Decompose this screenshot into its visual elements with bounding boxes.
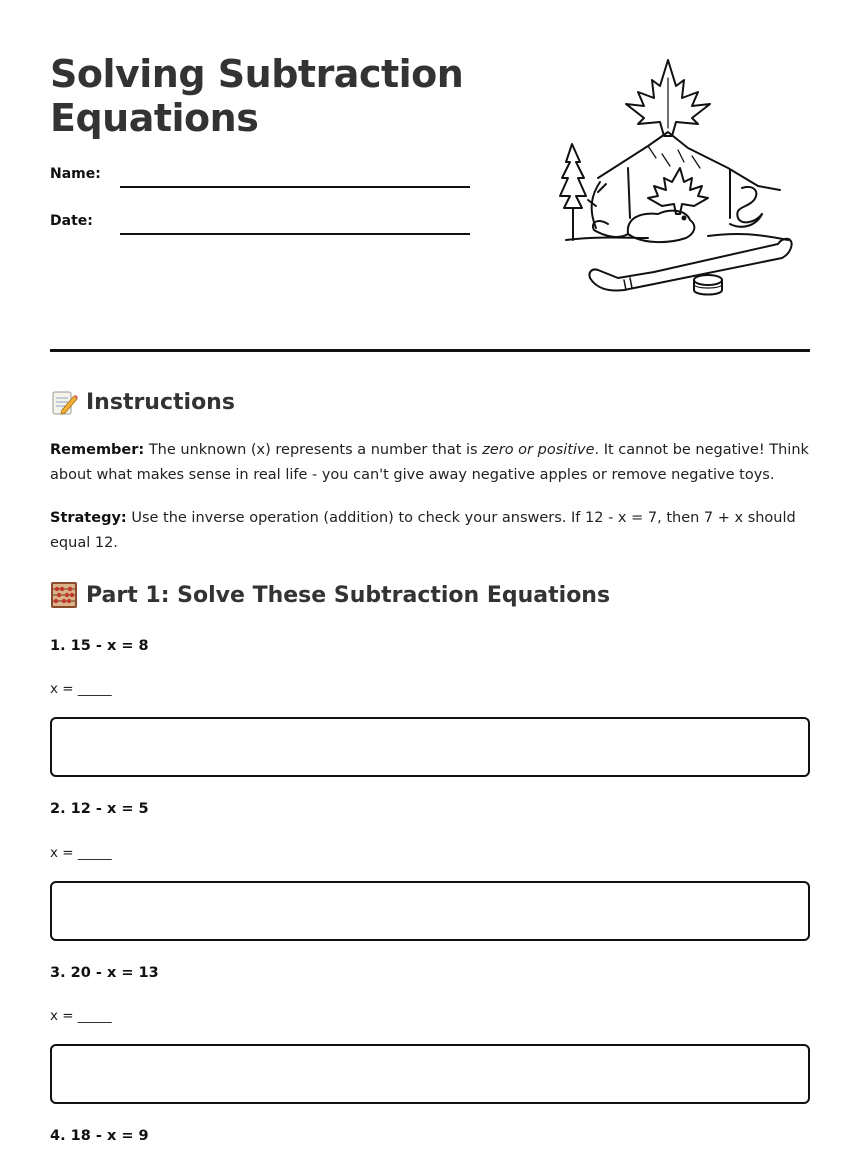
problem-3-title: 3. 20 - x = 13 [50,965,159,981]
name-label: Name: [50,166,101,182]
worksheet-page [50,0,810,1161]
problem-4-title: 4. 18 - x = 9 [50,1128,149,1144]
header-divider [50,349,810,352]
date-line [120,233,470,235]
remember-text-1: The unknown (x) represents a number that is [144,442,483,458]
problem-2-answer-box[interactable] [50,881,810,941]
abacus-icon [50,581,78,609]
canada-illustration-icon [558,58,798,308]
memo-icon [50,388,78,416]
name-field [50,166,470,190]
problem-1-answer-box[interactable] [50,717,810,777]
strategy-paragraph [50,506,810,556]
remember-italic: zero or positive [482,442,595,458]
page-title: Solving Subtraction Equations [50,52,464,140]
problem-1-title: 1. 15 - x = 8 [50,638,149,654]
instructions-heading [50,388,235,416]
remember-text-2: . It cannot be negative! Think about what makes sense in real life - you can't give away negative apples or remove negative toys. [50,442,809,483]
problem-2-title: 2. 12 - x = 5 [50,801,149,817]
problem-3-answer-line: x = _____ [50,1008,112,1024]
remember-paragraph [50,438,810,488]
strategy-text: Use the inverse operation (addition) to check your answers. If 12 - x = 7, then 7 + x should equal 12. [50,510,796,551]
strategy-label: Strategy: [50,510,127,526]
problem-2-answer-line: x = _____ [50,845,112,861]
name-line [120,186,470,188]
remember-label: Remember: [50,442,145,458]
part1-heading [50,581,610,609]
date-field [50,213,470,237]
problem-3-answer-box[interactable] [50,1044,810,1104]
part1-heading-text: Part 1: Solve These Subtraction Equations [86,582,611,608]
instructions-heading-text: Instructions [86,389,235,415]
problem-1-answer-line: x = _____ [50,681,112,697]
date-label: Date: [50,213,93,229]
